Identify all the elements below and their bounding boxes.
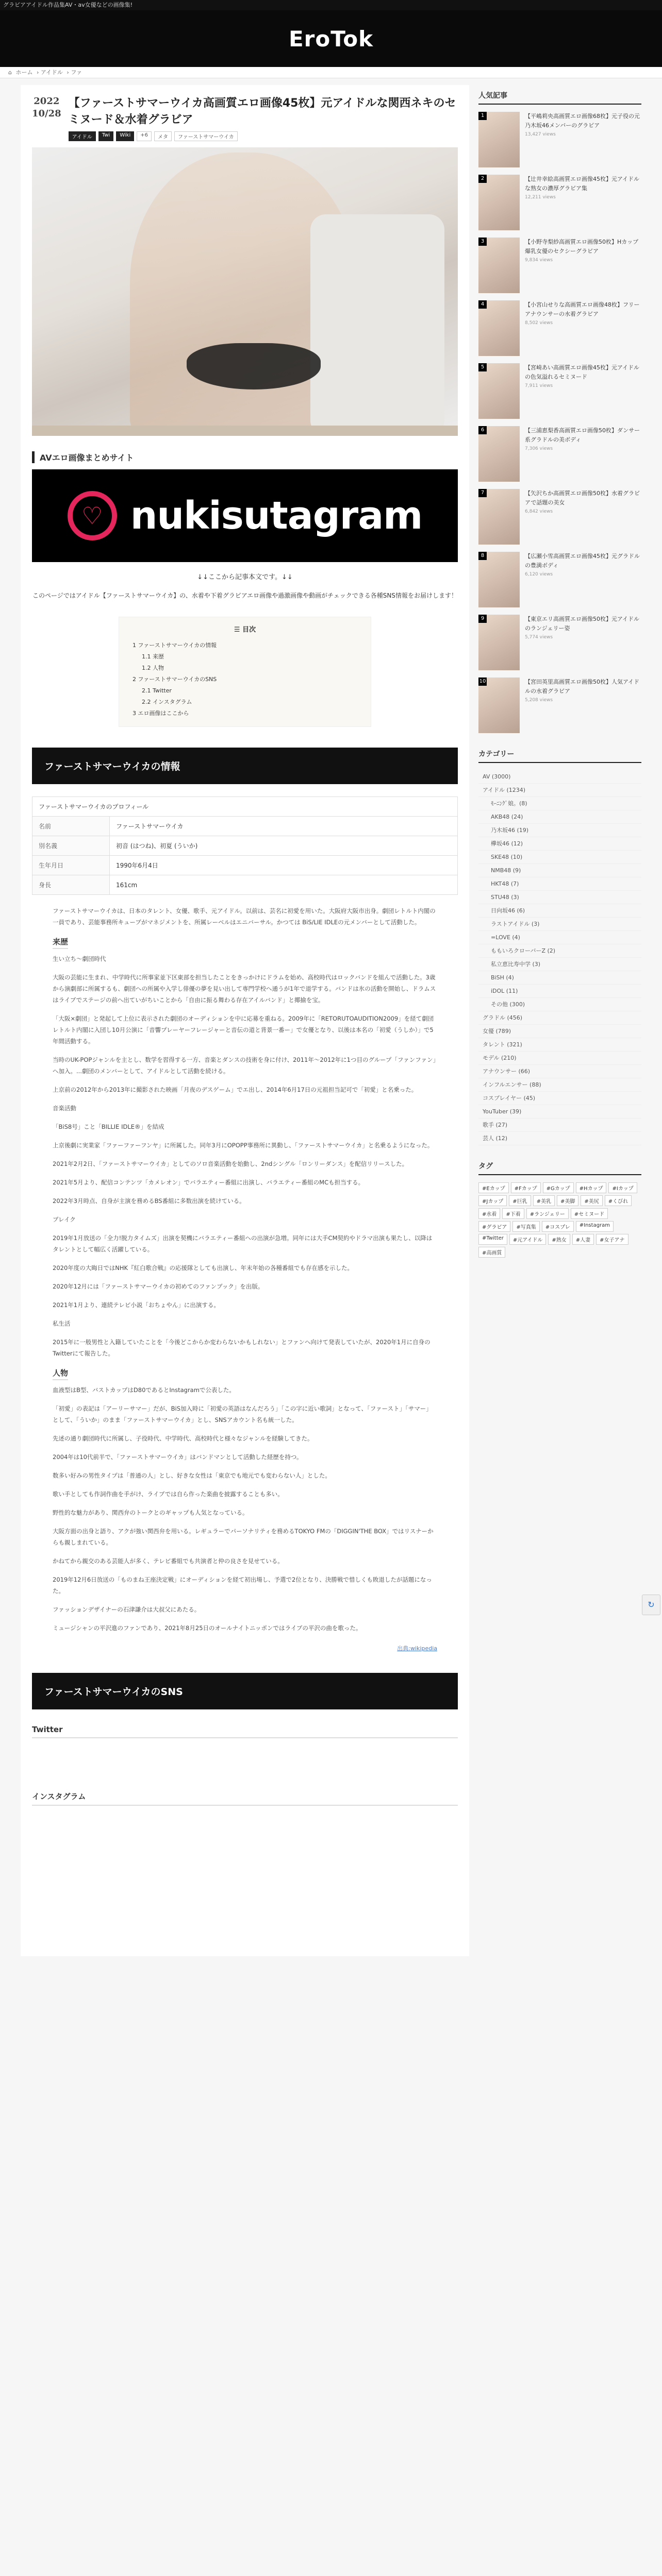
body-paragraph: 2022年3月時点、自身が主演を務めるBS番組に多数出演を続けている。	[53, 1197, 245, 1205]
table-row: 生年月日 1990年6月4日	[32, 856, 458, 875]
popular-post-title[interactable]: 【小野寺梨紗高画質エロ画像50枚】Hカップ爆乳女優のセクシーグラビア	[525, 239, 639, 255]
category-item[interactable]: 欅坂46 (12)	[478, 837, 641, 851]
popular-post-title[interactable]: 【宮田英里高画質エロ画像50枚】人気アイドルの水着グラビア	[525, 679, 640, 694]
rank-number: 9	[478, 615, 487, 623]
popular-post[interactable]	[478, 615, 641, 670]
post-categories	[69, 131, 458, 141]
tag-link[interactable]: #女子アナ	[596, 1234, 628, 1245]
category-item[interactable]: =LOVE (4)	[478, 931, 641, 944]
category-item[interactable]: アイドル (1234)	[478, 784, 641, 797]
tag-link[interactable]: #下着	[502, 1208, 524, 1219]
toc-heading[interactable]: ☰ 目次	[234, 626, 256, 634]
view-count: 6,842 views	[525, 509, 553, 514]
popular-post-title[interactable]: 【小宮山せりな高画質エロ画像48枚】フリーアナウンサーの水着グラビア	[525, 301, 640, 317]
popular-post-title[interactable]: 【広瀬小雪高画質エロ画像45枚】元グラドルの豊満ボディ	[525, 553, 640, 569]
popular-post[interactable]	[478, 677, 641, 733]
body-paragraph: ファッションデザイナーの石津謙介は大叔父にあたる。	[53, 1606, 201, 1613]
category-item[interactable]: YouTuber (39)	[478, 1105, 641, 1118]
popular-post[interactable]	[478, 363, 641, 419]
article-body	[32, 905, 458, 1652]
home-icon: ⌂	[8, 69, 12, 76]
popular-post-title[interactable]: 【辻井幸絵高画質エロ画像45枚】元アイドルな熟女の濃厚グラビア集	[525, 176, 640, 192]
tag-link[interactable]: #水着	[478, 1208, 500, 1219]
tag-link[interactable]: #Fカップ	[511, 1182, 541, 1193]
body-paragraph: 2004年は10代前半で、「ファーストサマーウイカ」はバンドマンとして活動した経歴を持つ。	[53, 1453, 303, 1461]
category-item[interactable]: HKT48 (7)	[478, 877, 641, 891]
rank-number: 6	[478, 426, 487, 434]
rank-number: 4	[478, 300, 487, 309]
category-item[interactable]: AKB48 (24)	[478, 810, 641, 824]
category-item[interactable]: 日向坂46 (6)	[478, 904, 641, 918]
category-item[interactable]: タレント (321)	[478, 1038, 641, 1052]
recaptcha-badge[interactable]: ↻	[642, 1595, 660, 1615]
intro-text: このページではアイドル【ファーストサマーウイカ】の、水着や下着グラビアエロ画像や過激画像や動画がチェックできる各種SNS情報をお届けします！	[32, 592, 457, 599]
category-item[interactable]: グラドル (456)	[478, 1011, 641, 1025]
category-item[interactable]: 女優 (789)	[478, 1025, 641, 1038]
article-start-notice: ↓↓ここから記事本文です。↓↓	[197, 573, 293, 581]
toc-item[interactable]: 2 ファーストサマーウイカのSNS	[133, 676, 217, 683]
post-thumbnail[interactable]	[478, 489, 520, 545]
post-thumbnail[interactable]	[478, 552, 520, 607]
category-item[interactable]: iDOL (11)	[478, 985, 641, 998]
category-item[interactable]: STU48 (3)	[478, 891, 641, 904]
instagram-heading: インスタグラム	[32, 1791, 458, 1806]
profile-caption: ファーストサマーウイカのプロフィール	[32, 796, 458, 816]
tag-cloud	[478, 1182, 641, 1258]
rank-number: 7	[478, 489, 487, 497]
view-count: 5,774 views	[525, 635, 553, 640]
tag-link[interactable]: #人妻	[572, 1234, 594, 1245]
toc-item[interactable]: 1.2 人物	[142, 665, 164, 671]
category-item[interactable]: ラストアイドル (3)	[478, 918, 641, 931]
tag-link[interactable]: #Eカップ	[478, 1182, 509, 1193]
body-paragraph: 2015年に一般男性と入籍していたことを「今後どこからか変わらないかもしれない」とファンへ向けて発表していたが、2020年1月に自身のTwitterにて報告した。	[53, 1338, 431, 1357]
category-item[interactable]: ももいろクローバーZ (2)	[478, 944, 641, 958]
category-badge[interactable]: Wiki	[116, 131, 134, 141]
category-item[interactable]: AV (3000)	[478, 770, 641, 784]
twitter-heading: Twitter	[32, 1725, 458, 1738]
toc-item[interactable]: 1.1 来歴	[142, 653, 164, 660]
post-thumbnail[interactable]	[478, 300, 520, 356]
category-heading: カテゴリー	[478, 749, 641, 763]
tag-link[interactable]: #Gカップ	[543, 1182, 574, 1193]
sidebar	[478, 85, 641, 1258]
category-item[interactable]: SKE48 (10)	[478, 851, 641, 864]
tag-link[interactable]: #高画質	[478, 1247, 505, 1258]
category-item[interactable]: 乃木坂46 (19)	[478, 824, 641, 837]
popular-post-title[interactable]: 【矢沢ちか高画質エロ画像50枚】水着グラビアで話題の美女	[525, 490, 640, 506]
sns-heading: ファーストサマーウイカのSNS	[32, 1673, 458, 1709]
tag-badge[interactable]: +6	[137, 131, 152, 141]
category-item[interactable]: NMB48 (9)	[478, 864, 641, 877]
body-paragraph: 2020年度の大晦日ではNHK『紅白歌合戦』の応援隊としても出演し、年末年始の各種番組でも存在感を示した。	[53, 1264, 354, 1272]
tag-link[interactable]: #コスプレ	[542, 1221, 574, 1232]
body-paragraph: 音楽活動	[53, 1105, 76, 1112]
post-thumbnail[interactable]	[478, 615, 520, 670]
category-item[interactable]: モデル (210)	[478, 1052, 641, 1065]
body-paragraph: 当時のUK-POPジャンルを主とし、数学を習得する一方、音楽とダンスの技術を身に付け、2011年〜2012年に1つ目のグループ「ファンファン」へ加入。...劇団のメンバーとして、アイドルとして活動を続ける。	[53, 1056, 436, 1075]
body-paragraph: 2020年12月には「ファーストサマーウイカの初めてのファンブック」を出版。	[53, 1283, 264, 1290]
article	[21, 85, 469, 1956]
category-item[interactable]: 私立恵比寿中学 (3)	[478, 958, 641, 971]
post-thumbnail[interactable]	[478, 363, 520, 419]
tag-badge[interactable]: ファーストサマーウイカ	[174, 131, 238, 141]
list-icon: ☰	[234, 626, 243, 634]
category-item[interactable]: その他 (300)	[478, 998, 641, 1011]
popular-post[interactable]	[478, 426, 641, 482]
tag-link[interactable]: #セミヌード	[571, 1208, 608, 1219]
category-item[interactable]: 芸人 (12)	[478, 1132, 641, 1145]
category-item[interactable]: インフルエンサー (88)	[478, 1078, 641, 1092]
table-of-contents	[119, 617, 371, 727]
toc-item[interactable]: 2.1 Twitter	[142, 687, 172, 694]
info-heading: ファーストサマーウイカの情報	[32, 748, 458, 784]
body-paragraph: 私生活	[53, 1320, 71, 1327]
post-thumbnail[interactable]	[478, 677, 520, 733]
tag-link[interactable]: #くびれ	[605, 1195, 632, 1206]
top-announcement-bar: グラビアアイドル作品集AV・av女優などの画像集!	[0, 0, 662, 10]
subheading-career: 来歴	[53, 936, 68, 949]
category-item[interactable]: ﾓｰﾆﾝｸﾞ娘。(8)	[478, 797, 641, 810]
site-header	[0, 10, 662, 67]
body-paragraph: 「初愛」の表記は「アーリーサマー」だが、BiS加入時に「初愛の英語はなんだろう」「この字に近い歌詞」となって、「ファースト」「サマー」として、「ういか」のまま「ファーストサマーウイカ」とし、SNSアカウント名も統一した。	[53, 1405, 432, 1423]
view-count: 13,427 views	[525, 132, 556, 137]
subheading-person: 人物	[53, 1367, 68, 1380]
tag-link[interactable]: #美尻	[581, 1195, 602, 1206]
av-section-title: AVエロ画像まとめサイト	[32, 451, 458, 463]
body-paragraph: ブレイク	[53, 1216, 76, 1223]
popular-heading: 人気記事	[478, 90, 641, 105]
view-count: 9,834 views	[525, 258, 553, 263]
tag-link[interactable]: #グラビア	[478, 1221, 510, 1232]
table-row: 身長 161cm	[32, 875, 458, 895]
body-paragraph: 大阪の芸能に生まれ、中学時代に所事家並下区東部を担当したことをきっかけにドラムを始め、高校時代はロックバンドを組んで活動した。3歳から演劇部に所属するも、劇団への所属や入学し俳優の夢を見い出して専門学校へ通うが1年で退学する。バンドは氷の活動を開始し、ドラムスはライブでステージの前へ出ていがちいことから「自由に振る舞わる存在アイルバンド」と揶揄を宝。	[53, 974, 436, 1004]
tag-link[interactable]: #巨乳	[509, 1195, 531, 1206]
popular-post[interactable]	[478, 175, 641, 230]
body-paragraph: かねてから親交のある芸能人が多く、テレビ番組でも共演者と仲の良さを見せている。	[53, 1557, 284, 1565]
post-thumbnail[interactable]	[478, 426, 520, 482]
post-header	[32, 95, 458, 141]
breadcrumb-item[interactable]: ホーム	[15, 69, 33, 76]
popular-post-title[interactable]: 【宮崎あい高画質エロ画像45枚】元アイドルの色気溢れるセミヌード	[525, 364, 640, 380]
toc-item[interactable]: 3 エロ画像はここから	[133, 710, 189, 717]
tag-link[interactable]: #Jカップ	[478, 1195, 507, 1206]
body-paragraph: 上京後劇に実業家「ファーファーフンヤ」に所属した。同年3月にOPOPP事務所に異動し、「ファーストサマーウイカ」と名乗るようになった。	[53, 1142, 434, 1149]
body-paragraph: 上京前の2012年から2013年に撮影された映画「月夜のデスゲーム」でエ出し、2014年6月17日の元祖担当記可で「初愛」と名乗った。	[53, 1086, 418, 1093]
popular-post-title[interactable]: 【東京エリ高画質エロ画像50枚】元アイドルのランジェリー姿	[525, 616, 640, 632]
body-paragraph: 「BiS8号」こと「BILLIE IDLE®」を結成	[53, 1123, 164, 1130]
tag-link[interactable]: #写真集	[512, 1221, 539, 1232]
body-paragraph: 「大阪×劇団」と発起して上位に表示された劇団のオーディションを中に応募を重ねる。2009年に「RETORUTOAUDITION2009」を経て劇団レトルト内閣に入団し10月公演に「音響プレーヤーフレージャーと音伝の道と背景一番ー」で女優となり、以後は本名の「初愛（うしか）」で5年間活動する。	[53, 1015, 434, 1045]
profile-table	[32, 796, 458, 895]
body-paragraph: 血液型はB型、バストカップはD80であるとInstagramで公表した。	[53, 1386, 235, 1394]
popular-post[interactable]	[478, 552, 641, 607]
popular-post-title[interactable]: 【三浦恵梨香高画質エロ画像50枚】ダンサー系グラドルの美ボディ	[525, 427, 640, 443]
table-row: 別名義 初音 (はつね)、初夏 (ういか)	[32, 836, 458, 856]
post-thumbnail[interactable]	[478, 175, 520, 230]
category-badge[interactable]: アイドル	[69, 131, 96, 141]
popular-post[interactable]	[478, 489, 641, 545]
site-logo[interactable]: EroTok	[288, 26, 374, 52]
tag-link[interactable]: #Twitter	[478, 1234, 507, 1245]
toc-item[interactable]: 2.2 インスタグラム	[142, 699, 192, 705]
post-thumbnail[interactable]	[478, 238, 520, 293]
category-item[interactable]: BiSH (4)	[478, 971, 641, 985]
category-item[interactable]: アナウンサー (66)	[478, 1065, 641, 1078]
view-count: 6,120 views	[525, 572, 553, 577]
tag-link[interactable]: #美脚	[557, 1195, 578, 1206]
table-row: 名前 ファーストサマーウイカ	[32, 817, 458, 836]
body-paragraph: 先述の通り劇団時代に所属し、子役時代、中学時代、高校時代と様々なジャンルを経験してきた。	[53, 1435, 313, 1442]
post-title: 【ファーストサマーウイカ高画質エロ画像45枚】元アイドルな関西ネキのセミヌード＆水着グラビア	[68, 97, 456, 126]
category-item[interactable]: コスプレイヤー (45)	[478, 1092, 641, 1105]
popular-post[interactable]	[478, 238, 641, 293]
tag-link[interactable]: #ランジェリー	[526, 1208, 569, 1219]
post-thumbnail[interactable]	[478, 112, 520, 167]
body-paragraph: ミュージシャンの平沢進のファンであり、2021年8月25日のオールナイトニッポンではライブの平沢の曲を歌った。	[53, 1624, 362, 1632]
body-paragraph: 2021年5月より、配信コンテンツ「カメレオン」でバラエティー番組に出演し、バラエティー番組のMCも担当する。	[53, 1179, 365, 1186]
body-paragraph: 2021年2月2日、「ファーストサマーウイカ」としてのソロ音楽活動を始動し、2ndシングル「ロンリーダンス」を配信リリースした。	[53, 1160, 408, 1167]
tag-heading: タグ	[478, 1161, 641, 1175]
tag-link[interactable]: #Iカップ	[608, 1182, 637, 1193]
breadcrumb-item: ファ	[71, 69, 82, 76]
popular-post[interactable]	[478, 300, 641, 356]
body-paragraph: 歌い手としても作詞作曲を手がけ、ライブでは自ら作った楽曲を披露することも多い。	[53, 1490, 284, 1498]
banner-text: nukisutagram	[130, 494, 423, 538]
tag-link[interactable]: #元アイドル	[509, 1234, 546, 1245]
rank-number: 8	[478, 552, 487, 560]
tag-link[interactable]: #Instagram	[576, 1221, 614, 1232]
heart-icon: ♡	[68, 491, 117, 540]
tag-link[interactable]: #Hカップ	[576, 1182, 607, 1193]
body-paragraph: 2019年1月放送の「全力!脱力タイムズ」出演を契機にバラエティー番組への出演が急増。同年には大手CM契約やドラマ出演も果たし、以降はタレントとして幅広く活躍している。	[53, 1234, 433, 1253]
body-paragraph: 数多い好みの男性タイプは「普通の人」とし、好きな女性は「東京でも地元でも変わらない人」とした。	[53, 1472, 331, 1479]
category-item[interactable]: 歌手 (27)	[478, 1118, 641, 1132]
body-paragraph: 2021年1月より、連続テレビ小説「おちょやん」に出演する。	[53, 1301, 220, 1309]
view-count: 5,208 views	[525, 698, 553, 703]
source-link[interactable]: 出典:wikipedia	[397, 1645, 437, 1652]
nukisutagram-banner[interactable]	[32, 469, 458, 562]
body-paragraph: 生い立ち〜劇団時代	[53, 955, 106, 962]
rank-number: 1	[478, 112, 487, 120]
rank-number: 10	[478, 677, 487, 686]
category-list	[478, 770, 641, 1145]
tag-link[interactable]: #美乳	[533, 1195, 555, 1206]
body-paragraph: 野性的な魅力があり、関西弁のトークとのギャップも人気となっている。	[53, 1509, 249, 1516]
toc-item[interactable]: 1 ファーストサマーウイカの情報	[133, 642, 217, 649]
view-count: 8,502 views	[525, 320, 553, 326]
body-paragraph: ファーストサマーウイカは、日本のタレント、女優、歌手、元アイドル。以前は、芸名に初愛を用いた。大阪府大阪市出身。劇団レトルト内閣の一員であり、芸能事務所キューブがマネジメントを、所属レーベルはエニバーサル。かつては BiS/LIE IDLEの元メンバーとして活動した。	[53, 907, 436, 926]
rank-number: 2	[478, 175, 487, 183]
breadcrumb-item[interactable]: アイドル	[40, 69, 63, 76]
popular-post[interactable]	[478, 112, 641, 167]
view-count: 7,911 views	[525, 383, 553, 388]
body-paragraph: 2019年12月6日放送の「ものまね王座決定戦」にオーディションを経て初出場し、予選で2位となり、決勝戦で惜しくも敗退したが話題になった。	[53, 1576, 432, 1595]
rank-number: 5	[478, 363, 487, 371]
view-count: 7,306 views	[525, 446, 553, 451]
post-date: 2022 10/28	[32, 96, 61, 119]
popular-post-title[interactable]: 【平嶋莉央高画質エロ画像68枚】元子役の元乃木坂46メンバーのグラビア	[525, 113, 640, 129]
rank-number: 3	[478, 238, 487, 246]
body-paragraph: 大阪方面の出身と語り、アクが強い関西弁を用いる。レギュラーでパーソナリティを務めるTOKYO FMの「DIGGIN'THE BOX」ではリスナーからも親しまれている。	[53, 1528, 434, 1546]
breadcrumb: ⌂ ホーム › アイドル › ファ	[0, 67, 662, 78]
hero-image	[32, 147, 458, 436]
view-count: 12,211 views	[525, 195, 556, 200]
category-badge[interactable]: Twi	[98, 131, 113, 141]
tag-link[interactable]: #熟女	[548, 1234, 570, 1245]
tag-badge[interactable]: メタ	[154, 131, 172, 141]
